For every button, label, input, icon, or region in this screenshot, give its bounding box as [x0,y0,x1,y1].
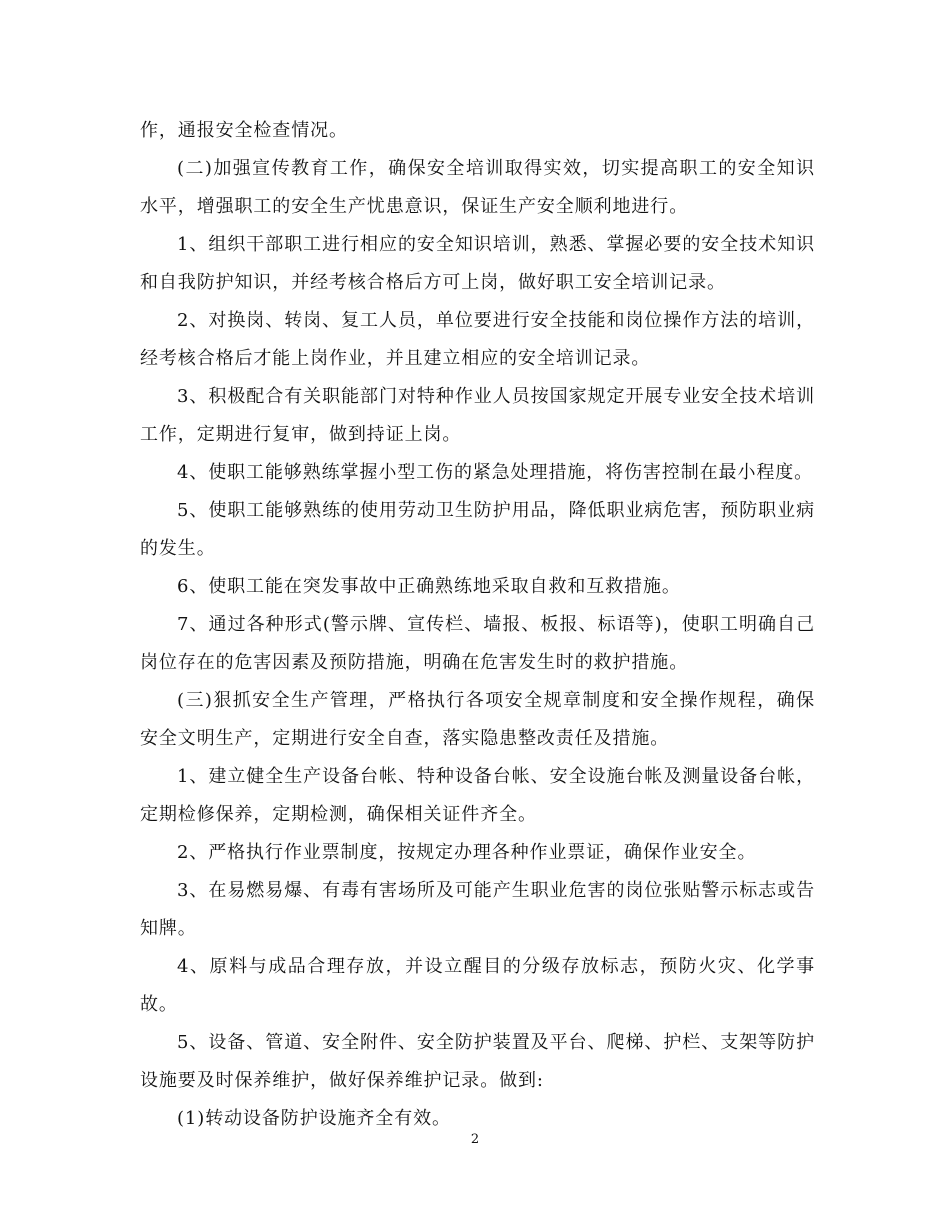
list-item: 3、在易燃易爆、有毒有害场所及可能产生职业危害的岗位张贴警示标志或告知牌。 [140,880,815,939]
list-item: 1、组织干部职工进行相应的安全知识培训，熟悉、掌握必要的安全技术知识和自我防护知识，并经考核合格后方可上岗，做好职工安全培训记录。 [140,234,815,293]
paragraph-continuation: 作，通报安全检查情况。 [140,120,348,141]
list-item: 3、积极配合有关职能部门对特种作业人员按国家规定开展专业安全技术培训工作，定期进行复审，做到持证上岗。 [140,386,815,445]
list-item: 1、建立健全生产设备台帐、特种设备台帐、安全设施台帐及测量设备台帐，定期检修保养，定期检测，确保相关证件齐全。 [140,766,815,825]
section-heading-3: (三)狠抓安全生产管理，严格执行各项安全规章制度和安全操作规程，确保安全文明生产，定期进行安全自查，落实隐患整改责任及措施。 [140,690,815,749]
list-item: 2、对换岗、转岗、复工人员，单位要进行安全技能和岗位操作方法的培训，经考核合格后才能上岗作业，并且建立相应的安全培训记录。 [140,310,815,369]
list-item: 7、通过各种形式(警示牌、宣传栏、墙报、板报、标语等)，使职工明确自己岗位存在的危害因素及预防措施，明确在危害发生时的救护措施。 [140,614,815,673]
list-item: 5、设备、管道、安全附件、安全防护装置及平台、爬梯、护栏、支架等防护设施要及时保养维护，做好保养维护记录。做到: [140,1032,815,1091]
section-heading-2: (二)加强宣传教育工作，确保安全培训取得实效，切实提高职工的安全知识水平，增强职工的安全生产忧患意识，保证生产安全顺利地进行。 [140,158,815,217]
page-body [140,112,815,1138]
list-item: 6、使职工能在突发事故中正确熟练地采取自救和互救措施。 [177,576,681,597]
list-item: 4、使职工能够熟练掌握小型工伤的紧急处理措施，将伤害控制在最小程度。 [177,462,814,483]
sub-list-item: (1)转动设备防护设施齐全有效。 [177,1108,451,1129]
list-item: 4、原料与成品合理存放，并设立醒目的分级存放标志，预防火灾、化学事故。 [140,956,815,1015]
list-item: 2、严格执行作业票制度，按规定办理各种作业票证，确保作业安全。 [177,842,757,863]
page-number: 2 [470,1132,480,1147]
list-item: 5、使职工能够熟练的使用劳动卫生防护用品，降低职业病危害，预防职业病的发生。 [140,500,815,559]
